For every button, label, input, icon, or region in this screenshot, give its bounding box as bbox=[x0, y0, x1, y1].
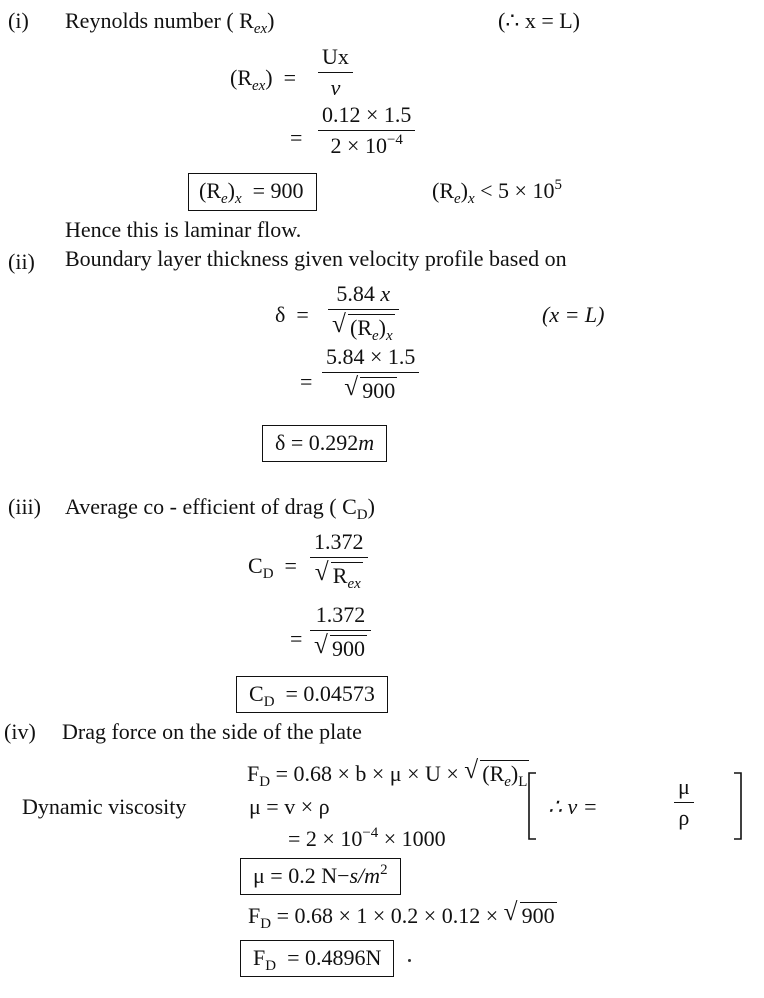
part-i-formula-den: v bbox=[330, 75, 341, 100]
part-iv-bracket-frac bbox=[674, 776, 694, 829]
part-i-result-sub-x: x bbox=[234, 191, 242, 208]
part-i-conclusion: Hence this is laminar flow. bbox=[65, 217, 302, 242]
part-iv-bracket-den: ρ bbox=[678, 805, 690, 830]
part-iv-label: (iv) bbox=[4, 719, 36, 744]
part-i-subst-eq: = bbox=[290, 125, 303, 150]
part-i-label: (i) bbox=[8, 8, 29, 33]
part-i-result-sym: R bbox=[206, 178, 222, 203]
part-ii-formula bbox=[328, 281, 399, 345]
part-i-lhs-sym: R bbox=[237, 65, 253, 90]
part-i-heading-sub: ex bbox=[253, 21, 268, 38]
part-i-result-value: = 900 bbox=[252, 178, 304, 203]
part-i-lhs: $(R_{ex})$ = bbox=[230, 65, 297, 95]
part-i-subst-den: $2 \times 10^{-4}$ bbox=[330, 132, 403, 158]
part-ii-heading: Boundary layer thickness given velocity profile based on bbox=[65, 246, 567, 271]
part-i-since: (∴ x = L) bbox=[498, 8, 580, 33]
part-iv-visc-label: Dynamic viscosity bbox=[22, 794, 187, 819]
part-ii-subst-num: 5.84 × 1.5 bbox=[322, 346, 419, 373]
part-iv-mu-formula: μ = v × ρ bbox=[249, 794, 330, 819]
part-iv-fd-result-box: $F_D = 0.4896N$ bbox=[240, 940, 394, 977]
part-iii-lhs: $C_D$ = bbox=[248, 553, 297, 583]
part-i-subst-num: 0.12 × 1.5 bbox=[318, 104, 415, 131]
part-iv-fd-formula: $F_D = 0.68 \times b \times \mu \times U$ × √ $(R_e)_L$ bbox=[247, 756, 528, 791]
part-ii-label: (ii) bbox=[8, 249, 35, 274]
part-i-formula bbox=[318, 46, 353, 99]
part-i-heading-text: Reynolds number bbox=[65, 8, 221, 33]
part-iv-fd-result: = 0.4896N bbox=[287, 945, 382, 970]
part-iv-bracket-num: μ bbox=[674, 776, 694, 803]
part-iv-bracket-note bbox=[526, 770, 744, 842]
part-i-lhs-sub: ex bbox=[252, 78, 266, 95]
part-iii-heading: Average co - efficient of drag ( $C_D$) bbox=[65, 494, 375, 524]
part-ii-lhs: δ = bbox=[275, 302, 309, 327]
part-iv-mu-result: μ = 0.2 N− bbox=[253, 863, 350, 888]
part-ii-result-value: δ = 0.292 bbox=[275, 430, 359, 455]
part-ii-formula-num: 5.84 x bbox=[328, 283, 399, 310]
part-ii-result-unit: m bbox=[358, 430, 375, 455]
part-iii-subst-eq: = bbox=[290, 626, 303, 651]
part-ii-formula-den: √ $(R_e)_x$ bbox=[332, 310, 393, 345]
part-iii-heading-text: Average co - efficient of drag bbox=[65, 494, 324, 519]
part-iii-formula-num: 1.372 bbox=[310, 531, 368, 558]
part-iii-result-value: = 0.04573 bbox=[285, 681, 375, 706]
part-ii-result-box bbox=[262, 425, 387, 462]
part-i-result-box: $(R_e)_x = 900$ bbox=[188, 173, 317, 211]
part-iv-mu-subst: = $2 \times 10^{-4} \times 1000$ bbox=[288, 825, 446, 851]
part-iii-label: (iii) bbox=[8, 494, 41, 519]
part-ii-subst bbox=[322, 346, 419, 402]
part-iv-heading: Drag force on the side of the plate bbox=[62, 719, 362, 744]
part-iii-formula-den: √ $R_{ex}$ bbox=[314, 558, 361, 593]
part-iii-subst-den: √ 900 bbox=[314, 631, 365, 661]
part-iii-subst bbox=[310, 604, 371, 660]
part-iii-subst-num: 1.372 bbox=[310, 604, 371, 631]
part-i-compare: $(R_e)_x < 5 \times 10^5$ bbox=[432, 177, 562, 208]
part-i-subst bbox=[318, 104, 415, 157]
part-ii-subst-eq: = bbox=[300, 369, 313, 394]
part-ii-condition: (x = L) bbox=[542, 302, 605, 327]
part-i-heading: Reynolds number ( $R_{ex}$) bbox=[65, 8, 275, 38]
part-iv-fd-subst: $F_D = 0.68 \times 1 \times 0.2 \times 0.12$ × √ 900 bbox=[248, 898, 555, 933]
part-iv-bracket-lhs: ∴ v = bbox=[548, 794, 598, 819]
part-ii-subst-den: √ 900 bbox=[344, 373, 396, 403]
part-i-formula-num: Ux bbox=[318, 46, 353, 73]
part-i-compare-val: < 5 × 10 bbox=[480, 178, 555, 203]
part-iv-mu-result-box: μ = 0.2 $N-s/m^2$ bbox=[240, 858, 401, 895]
part-i-result-sub-e: e bbox=[221, 191, 228, 208]
part-iii-result-box: $C_D = 0.04573$ bbox=[236, 676, 388, 713]
part-iii-formula bbox=[310, 529, 368, 593]
part-i-heading-symbol: R bbox=[239, 8, 254, 33]
stray-dot-mark bbox=[408, 959, 411, 962]
